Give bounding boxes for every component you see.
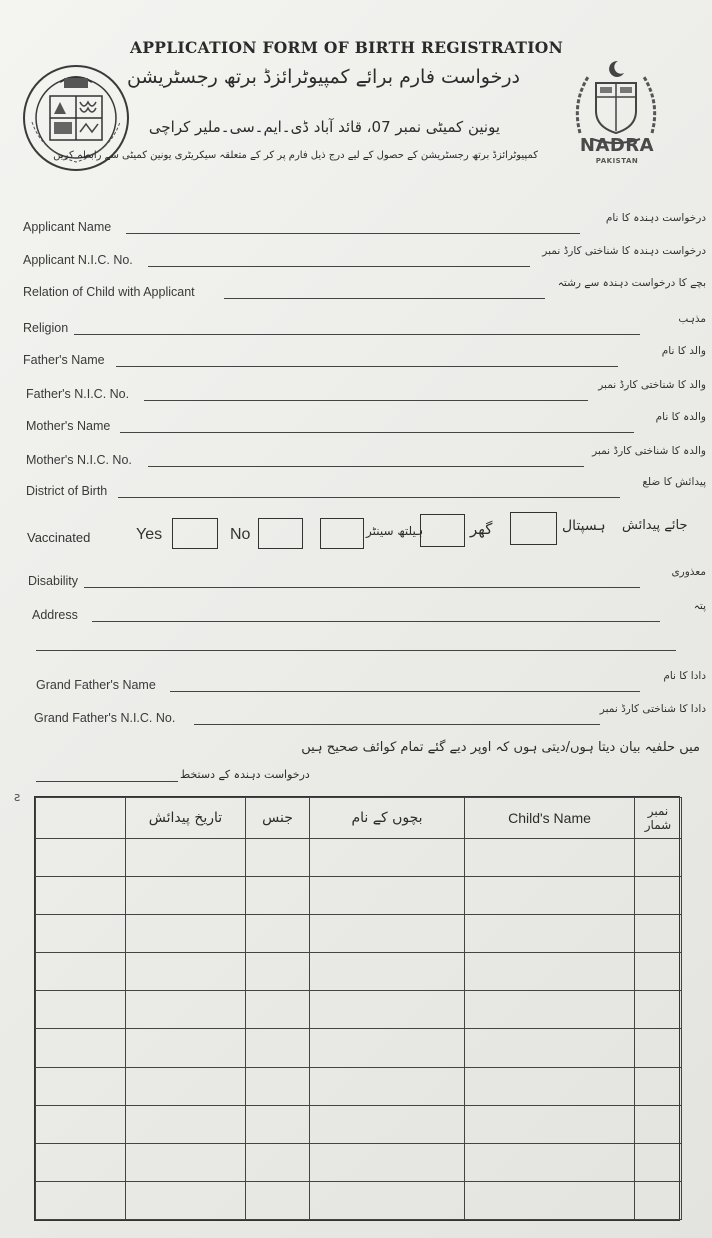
table-cell[interactable] — [246, 1143, 310, 1181]
form-title-urdu: درخواست فارم برائے کمپیوٹرائزڈ برتھ رجسٹریشن — [127, 66, 520, 88]
table-cell[interactable] — [36, 1067, 126, 1105]
table-cell[interactable] — [36, 839, 126, 877]
table-cell[interactable] — [246, 1181, 310, 1219]
table-cell[interactable] — [36, 991, 126, 1029]
table-cell[interactable] — [465, 1067, 635, 1105]
applicant-name-label: Applicant Name — [23, 220, 112, 234]
birthplace-label: جائے پیدائش — [622, 518, 688, 533]
table-row — [36, 915, 682, 953]
table-cell[interactable] — [126, 991, 246, 1029]
mother-s-name-input-line[interactable] — [120, 432, 634, 433]
table-cell[interactable] — [126, 877, 246, 915]
table-row — [36, 1029, 682, 1067]
declaration-text: میں حلفیہ بیان دیتا ہوں/دیتی ہوں کہ اوپر دیے گئے تمام کوائف صحیح ہیں — [301, 740, 700, 755]
mother-s-name-label: Mother's Name — [26, 419, 111, 433]
address-urdu-label: پتہ — [693, 600, 706, 612]
relation-of-child-with-applicant-urdu-label: بچے کا درخواست دہندہ سے رشتہ — [557, 277, 706, 289]
table-row — [36, 1143, 682, 1181]
table-cell[interactable] — [465, 1105, 635, 1143]
district-of-birth-label: District of Birth — [26, 484, 108, 498]
home-label: گھر — [470, 520, 493, 538]
table-cell[interactable] — [465, 877, 635, 915]
table-cell[interactable] — [36, 915, 126, 953]
table-cell[interactable] — [126, 1067, 246, 1105]
table-row — [36, 991, 682, 1029]
table-cell[interactable] — [310, 915, 465, 953]
table-cell[interactable] — [310, 1067, 465, 1105]
table-cell[interactable] — [635, 1181, 682, 1219]
grand-father-s-name-urdu-label: دادا کا نام — [663, 670, 706, 682]
table-cell[interactable] — [126, 1029, 246, 1067]
applicant-n-i-c-no-label: Applicant N.I.C. No. — [23, 253, 133, 267]
grand-father-s-name-label: Grand Father's Name — [36, 678, 156, 692]
table-cell[interactable] — [36, 1105, 126, 1143]
father-s-n-i-c-no-urdu-label: والد کا شناختی کارڈ نمبر — [598, 379, 706, 391]
nadra-logo-text: NADRA — [579, 135, 655, 156]
table-row — [36, 877, 682, 915]
mother-s-n-i-c-no-input-line[interactable] — [148, 466, 584, 467]
district-of-birth-urdu-label: پیدائش کا ضلع — [642, 476, 706, 488]
table-cell[interactable] — [126, 915, 246, 953]
address-label: Address — [32, 608, 78, 622]
table-cell[interactable] — [36, 1143, 126, 1181]
table-cell[interactable] — [635, 1143, 682, 1181]
grand-father-s-n-i-c-no-label: Grand Father's N.I.C. No. — [34, 711, 176, 725]
table-header-gender: جنس — [246, 798, 310, 839]
applicant-name-urdu-label: درخواست دہندہ کا نام — [605, 212, 706, 224]
table-cell[interactable] — [310, 1143, 465, 1181]
relation-of-child-with-applicant-input-line[interactable] — [224, 298, 545, 299]
table-cell[interactable] — [126, 1143, 246, 1181]
table-cell[interactable] — [246, 1067, 310, 1105]
address-input-line[interactable] — [92, 621, 660, 622]
children-table — [34, 796, 680, 1221]
signature-line[interactable] — [36, 781, 178, 782]
table-cell[interactable] — [310, 877, 465, 915]
form-title: APPLICATION FORM OF BIRTH REGISTRATION — [130, 38, 564, 57]
table-header-serial-no: نمبر شمار — [635, 798, 682, 839]
table-cell[interactable] — [635, 1067, 682, 1105]
table-cell[interactable] — [246, 877, 310, 915]
table-cell[interactable] — [246, 953, 310, 991]
home-checkbox[interactable] — [420, 514, 465, 547]
table-cell[interactable] — [36, 953, 126, 991]
table-cell[interactable] — [246, 1029, 310, 1067]
applicant-name-input-line[interactable] — [126, 233, 580, 234]
nadra-logo-subtext: PAKISTAN — [595, 157, 639, 165]
vaccinated-no-checkbox[interactable] — [258, 518, 303, 549]
table-cell[interactable] — [36, 1029, 126, 1067]
table-cell[interactable] — [465, 1029, 635, 1067]
disability-input-line[interactable] — [84, 587, 640, 588]
table-cell[interactable] — [465, 1181, 635, 1219]
table-cell[interactable] — [310, 839, 465, 877]
table-row — [36, 839, 682, 877]
relation-of-child-with-applicant-label: Relation of Child with Applicant — [23, 285, 195, 299]
table-cell[interactable] — [465, 991, 635, 1029]
table-cell[interactable] — [246, 991, 310, 1029]
instruction-note-urdu: کمپیوٹرائزڈ برتھ رجسٹریشن کے حصول کے لیے درج ذیل فارم پر کر کے متعلقہ سیکریٹری یونین کمیٹی سے رابطہ کریں — [53, 150, 538, 161]
table-cell[interactable] — [635, 839, 682, 877]
mother-s-n-i-c-no-urdu-label: والدہ کا شناختی کارڈ نمبر — [592, 445, 706, 457]
religion-urdu-label: مذہب — [678, 313, 706, 325]
table-cell[interactable] — [635, 991, 682, 1029]
district-of-birth-input-line[interactable] — [118, 497, 620, 498]
table-row — [36, 953, 682, 991]
vaccinated-no-label: No — [230, 526, 251, 543]
table-cell[interactable] — [310, 953, 465, 991]
mother-s-n-i-c-no-label: Mother's N.I.C. No. — [26, 453, 132, 467]
table-row — [36, 1067, 682, 1105]
table-cell[interactable] — [465, 953, 635, 991]
table-header-row — [36, 798, 682, 839]
signature-label: درخواست دہندہ کے دستخط — [180, 768, 310, 781]
table-cell[interactable] — [635, 1029, 682, 1067]
table-cell[interactable] — [126, 1105, 246, 1143]
table-header-blank — [36, 798, 126, 839]
disability-label: Disability — [28, 574, 79, 588]
grand-father-s-name-input-line[interactable] — [170, 691, 640, 692]
father-s-name-input-line[interactable] — [116, 366, 618, 367]
hospital-checkbox[interactable] — [510, 512, 557, 545]
table-cell[interactable] — [126, 953, 246, 991]
table-row — [36, 1181, 682, 1219]
father-s-n-i-c-no-label: Father's N.I.C. No. — [26, 387, 130, 401]
health-center-checkbox[interactable] — [320, 518, 364, 549]
table-cell[interactable] — [465, 839, 635, 877]
table-cell[interactable] — [635, 953, 682, 991]
father-s-n-i-c-no-input-line[interactable] — [144, 400, 588, 401]
religion-label: Religion — [23, 321, 69, 335]
table-cell[interactable] — [246, 839, 310, 877]
vaccinated-yes-checkbox[interactable] — [172, 518, 218, 549]
table-header-child-name: Child's Name — [465, 798, 635, 839]
table-cell[interactable] — [246, 915, 310, 953]
table-cell[interactable] — [635, 915, 682, 953]
table-row — [36, 1105, 682, 1143]
table-header-child-name-urdu: بچوں کے نام — [310, 798, 465, 839]
table-cell[interactable] — [310, 1181, 465, 1219]
table-cell[interactable] — [36, 1181, 126, 1219]
table-cell[interactable] — [310, 1029, 465, 1067]
applicant-n-i-c-no-input-line[interactable] — [148, 266, 530, 267]
applicant-n-i-c-no-urdu-label: درخواست دہندہ کا شناختی کارڈ نمبر — [542, 245, 706, 257]
father-s-name-urdu-label: والد کا نام — [661, 345, 706, 357]
margin-mark: ƨ — [14, 790, 21, 804]
table-cell[interactable] — [36, 877, 126, 915]
father-s-name-label: Father's Name — [23, 353, 105, 367]
address-line-2[interactable] — [36, 650, 676, 651]
grand-father-s-n-i-c-no-urdu-label: دادا کا شناختی کارڈ نمبر — [599, 703, 706, 715]
mother-s-name-urdu-label: والدہ کا نام — [655, 411, 706, 423]
health-center-label: ہیلتھ سینٹر — [366, 524, 424, 538]
table-cell[interactable] — [246, 1105, 310, 1143]
table-cell[interactable] — [635, 1105, 682, 1143]
office-address-urdu: یونین کمیٹی نمبر 07، قائد آباد ڈی۔ایم۔سی۔ملیر کراچی — [148, 118, 500, 136]
religion-input-line[interactable] — [74, 334, 640, 335]
table-cell[interactable] — [126, 839, 246, 877]
table-cell[interactable] — [635, 877, 682, 915]
vaccinated-yes-label: Yes — [136, 526, 163, 543]
table-cell[interactable] — [310, 1105, 465, 1143]
grand-father-s-n-i-c-no-input-line[interactable] — [194, 724, 600, 725]
table-cell[interactable] — [310, 991, 465, 1029]
vaccinated-label: Vaccinated — [27, 530, 91, 545]
table-cell[interactable] — [465, 1143, 635, 1181]
hospital-label: ہسپتال — [562, 518, 606, 534]
table-header-dob: تاریخ پیدائش — [126, 798, 246, 839]
table-cell[interactable] — [465, 915, 635, 953]
disability-urdu-label: معذوری — [671, 566, 706, 578]
table-cell[interactable] — [126, 1181, 246, 1219]
